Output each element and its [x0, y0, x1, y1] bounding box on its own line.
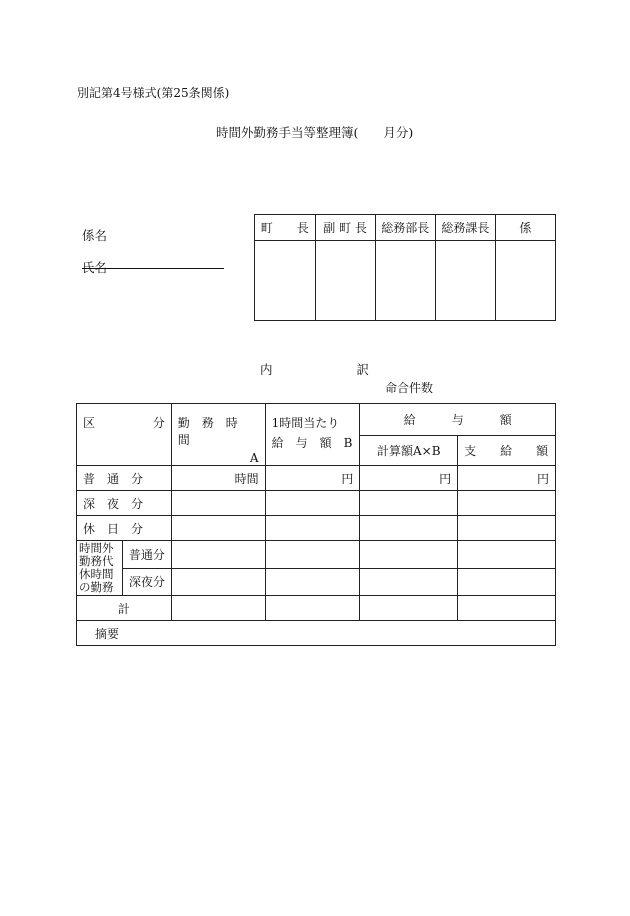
hours-cell[interactable]: [171, 491, 265, 516]
paid-cell[interactable]: [458, 491, 556, 516]
order-count-label: 命合件数: [385, 381, 434, 395]
rate-cell[interactable]: [265, 596, 360, 621]
approval-stamp-cell[interactable]: [315, 241, 375, 321]
paid-cell[interactable]: [458, 516, 556, 541]
paid-cell[interactable]: [458, 596, 556, 621]
paid-cell[interactable]: [458, 568, 556, 596]
approval-header-general-affairs-chief: 総務課長: [435, 215, 495, 241]
header-work-hours-a: A: [249, 451, 259, 465]
table-row-total: [77, 596, 556, 621]
paid-cell[interactable]: [458, 541, 556, 569]
approval-stamp-cell[interactable]: [375, 241, 435, 321]
approval-stamp-cell[interactable]: [435, 241, 495, 321]
header-category: [77, 404, 172, 466]
header-work-hours: [171, 404, 265, 466]
name-label: 氏名: [82, 260, 108, 275]
header-calculated-amount: 計算額A×B: [360, 435, 458, 465]
calc-cell[interactable]: [360, 568, 458, 596]
paid-cell[interactable]: 円: [458, 466, 556, 491]
calc-cell[interactable]: [360, 491, 458, 516]
rate-cell[interactable]: [265, 568, 360, 596]
approval-stamp-cell[interactable]: [495, 241, 555, 321]
hours-cell[interactable]: [171, 516, 265, 541]
table-row-normal: [77, 466, 556, 491]
table-row-holiday: [77, 516, 556, 541]
row-label-sub-normal: 普通分: [122, 541, 171, 569]
calc-cell[interactable]: 円: [360, 466, 458, 491]
approval-header-deputy-mayor: 副 町 長: [315, 215, 375, 241]
approval-stamp-table: [254, 214, 556, 321]
breakdown-title-right: 訳: [356, 362, 370, 377]
hours-cell[interactable]: [171, 596, 265, 621]
row-label-substitute-line2: 休時間の勤務: [79, 567, 114, 594]
remarks-cell[interactable]: 摘要: [77, 621, 556, 646]
row-label-night: 深 夜 分: [77, 491, 172, 516]
approval-header-staff: 係: [495, 215, 555, 241]
hours-cell[interactable]: [171, 568, 265, 596]
rate-cell[interactable]: 円: [265, 466, 360, 491]
table-row-substitute-night: [77, 568, 556, 596]
calc-cell[interactable]: [360, 541, 458, 569]
header-hourly-rate-top: 1時間当たり: [271, 416, 340, 430]
rate-cell[interactable]: [265, 491, 360, 516]
header-category-right: 分: [152, 416, 165, 430]
hours-cell[interactable]: 時間: [171, 466, 265, 491]
approval-stamp-cell[interactable]: [255, 241, 316, 321]
row-label-sub-night: 深夜分: [122, 568, 171, 596]
row-label-holiday: 休 日 分: [77, 516, 172, 541]
document-title: 時間外勤務手当等整理簿( 月分): [216, 125, 414, 140]
header-paid-amount: 支 給 額: [458, 435, 556, 465]
approval-header-mayor: 町 長: [255, 215, 316, 241]
calc-cell[interactable]: [360, 516, 458, 541]
table-row-night: [77, 491, 556, 516]
header-category-left: 区: [83, 416, 96, 430]
header-work-hours-label: 勤 務 時 間: [177, 416, 250, 447]
breakdown-title-left: 内: [260, 362, 273, 377]
header-pay: 給 与 額: [360, 404, 556, 436]
overtime-breakdown-table: [76, 403, 556, 646]
table-row-remarks: [77, 621, 556, 646]
rate-cell[interactable]: [265, 541, 360, 569]
hours-cell[interactable]: [171, 541, 265, 569]
row-label-substitute-holiday-work: [77, 541, 123, 596]
row-label-total: 計: [77, 596, 172, 621]
breakdown-title: [260, 360, 369, 378]
row-label-substitute-line1: 時間外勤務代: [79, 541, 114, 568]
calc-cell[interactable]: [360, 596, 458, 621]
rate-cell[interactable]: [265, 516, 360, 541]
table-row-substitute-normal: [77, 541, 556, 569]
row-label-normal: 普 通 分: [77, 466, 172, 491]
form-number: 別記第4号様式(第25条関係): [77, 86, 230, 100]
header-hourly-rate-bottom: 給 与 額 B: [271, 436, 353, 450]
header-hourly-rate: [265, 404, 360, 466]
dept-label: 係名: [82, 228, 108, 243]
approval-header-general-affairs-director: 総務部長: [375, 215, 435, 241]
name-underline: [82, 268, 224, 269]
